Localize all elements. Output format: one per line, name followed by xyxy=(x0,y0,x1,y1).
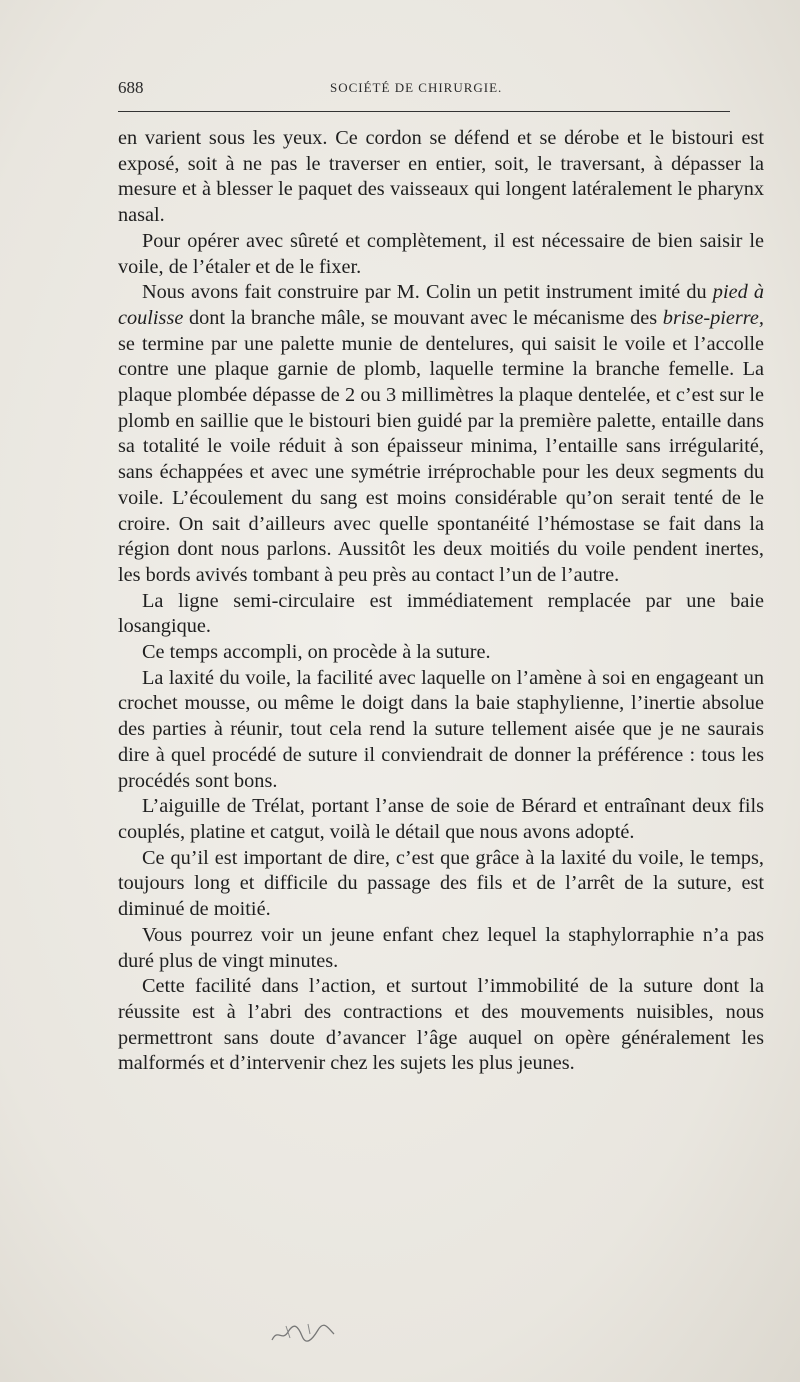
paragraph: L’aiguille de Trélat, portant l’anse de soie de Bérard et entraînant deux fils couplés, platine et catgut, voilà le détail que nous avons adopté. xyxy=(118,795,764,843)
paragraph-instrument xyxy=(118,280,764,588)
ink-scribble-mark xyxy=(268,1320,338,1346)
paragraph: La laxité du voile, la facilité avec laquelle on l’amène à soi en engageant un crochet mousse, ou même le doigt dans la baie staphylienne, l’inertie absolue des parties à réunir, tout cela rend la suture tellement aisée que je ne saurais dire à quel procédé de suture il conviendrait de donner la préférence : tous les procédés sont bons. xyxy=(118,666,764,792)
paragraph: Cette facilité dans l’action, et surtout l’immobilité de la suture dont la réussite est à l’abri des contractions et des mouvements nuisibles, nous permettront sans doute d’avancer l’âge auquel on opère généralement les malformés et d’intervenir chez les sujets les plus jeunes. xyxy=(118,975,764,1075)
running-title: SOCIÉTÉ DE CHIRURGIE. xyxy=(330,80,503,95)
text-run: dont la branche mâle, se mouvant avec le mécanisme des xyxy=(183,306,663,329)
header-rule xyxy=(118,111,730,112)
body-text xyxy=(118,126,764,1077)
paragraph: Ce temps accompli, on procède à la suture. xyxy=(142,641,491,664)
page-header xyxy=(118,70,728,104)
paragraph: Vous pourrez voir un jeune enfant chez lequel la staphylorraphie n’a pas duré plus de vingt minutes. xyxy=(118,923,764,972)
text-run: Nous avons fait construire par M. Colin un petit instrument imité du xyxy=(142,281,713,304)
paragraph-continuation: en varient sous les yeux. Ce cordon se défend et se dérobe et le bistouri est exposé, soit à ne pas le traverser en entier, soit, le traversant, à dépasser la mesure et à blesser le paquet des vaisseaux qui longent latéralement le pharynx nasal. xyxy=(118,127,764,227)
paragraph: Ce qu’il est important de dire, c’est que grâce à la laxité du voile, le temps, toujours long et difficile du passage des fils et de l’arrêt de la suture, est diminué de moitié. xyxy=(118,846,764,921)
italic-term: brise-pierre, xyxy=(662,306,764,329)
paragraph: La ligne semi-circulaire est immédiatement remplacée par une baie losangique. xyxy=(118,589,764,638)
paragraph: Pour opérer avec sûreté et complètement, il est nécessaire de bien saisir le voile, de l’étaler et de le fixer. xyxy=(118,229,764,278)
text-run: se termine par une palette munie de dentelures, qui saisit le voile et l’accolle contre une plaque garnie de plomb, laquelle termine la branche femelle. La plaque plombée dépasse de 2 ou 3 millimètres la plaque dentelée, et c’est sur le plomb en saillie que le bistouri bien guidé par la première palette, entaille dans sa totalité le voile réduit à son épaisseur minima, l’entaille sans irrégularité, sans échappées et avec une symétrie irréprochable pour les deux segments du voile. L’écoulement du sang est moins considérable qu’on serait tenté de le croire. On sait d’ailleurs avec quelle spontanéité l’hémostase se fait dans la région dont nous parlons. Aussitôt les deux moitiés du voile pendent inertes, les bords avivés tombant à peu près au contact l’un de l’autre. xyxy=(118,332,764,586)
page-number: 688 xyxy=(118,78,144,97)
italic-term: pied à coulisse xyxy=(118,281,764,329)
